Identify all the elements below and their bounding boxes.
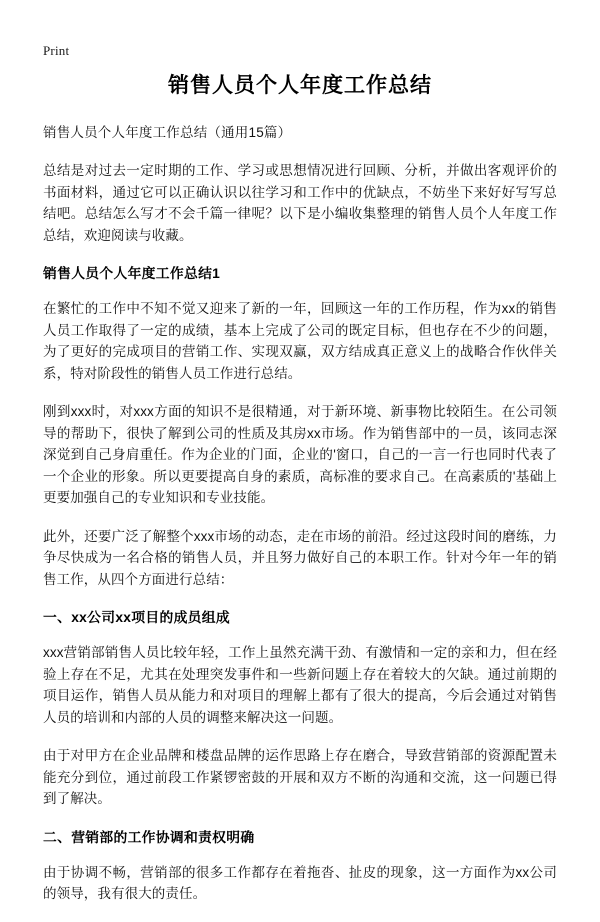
paragraph: 由于协调不畅，营销部的很多工作都存在着拖沓、扯皮的现象，这一方面作为xx公司的领导，我有很大的责任。 <box>43 864 557 901</box>
section-heading: 销售人员个人年度工作总结1 <box>43 266 221 281</box>
paragraph: xxx营销部销售人员比较年轻，工作上虽然充满干劲、有激情和一定的亲和力，但在经验上存在不足，尤其在处理突发事件和一些新问题上存在着较大的欠缺。通过前期的项目运作，销售人员从能力和对项目的理解上都有了很大的提高，今后会通过对销售人员的培训和内部的人员的调整来解决这一问题。 <box>43 645 557 725</box>
document-subtitle: 销售人员个人年度工作总结（通用15篇） <box>43 125 292 140</box>
section-heading: 二、营销部的工作协调和责权明确 <box>43 829 255 845</box>
page-title: 销售人员个人年度工作总结 <box>168 74 432 97</box>
paragraph: 此外，还要广泛了解整个xxx市场的动态，走在市场的前沿。经过这段时间的磨练，力争尽快成为一名合格的销售人员，并且努力做好自己的本职工作。针对今年一年的销售工作，从四个方面进行总结： <box>43 528 557 587</box>
paragraph: 在繁忙的工作中不知不觉又迎来了新的一年，回顾这一年的工作历程，作为xx的销售人员工作取得了一定的成绩，基本上完成了公司的既定目标，但也存在不少的问题，为了更好的完成项目的营销工作、实现双赢，双方结成真正意义上的战略合作伙伴关系，特对阶段性的销售人员工作进行总结。 <box>43 301 557 381</box>
print-label[interactable]: Print <box>43 43 70 58</box>
section-heading: 一、xx公司xx项目的成员组成 <box>43 610 230 625</box>
paragraph: 刚到xxx时，对xxx方面的知识不是很精通，对于新环境、新事物比较陌生。在公司领导的帮助下，很快了解到公司的性质及其房xx市场。作为销售部中的一员，该同志深深觉到自己身肩重任。作为企业的门面，企业的'窗口，自己的一言一行也同时代表了一个企业的形象。所以更要提高自身的素质，高标准的要求自己。在高素质的'基础上更要加强自己的专业知识和专业技能。 <box>43 404 557 505</box>
document-content <box>43 72 557 922</box>
paragraph: 总结是对过去一定时期的工作、学习或思想情况进行回顾、分析，并做出客观评价的书面材料，通过它可以正确认识以往学习和工作中的优缺点，不妨坐下来好好写写总结吧。总结怎么写才不会千篇一律呢？以下是小编收集整理的销售人员个人年度工作总结，欢迎阅读与收藏。 <box>43 163 557 243</box>
paragraph: 由于对甲方在企业品牌和楼盘品牌的运作思路上存在磨合，导致营销部的资源配置未能充分到位，通过前段工作紧锣密鼓的开展和双方不断的沟通和交流，这一问题已得到了解决。 <box>43 748 557 806</box>
